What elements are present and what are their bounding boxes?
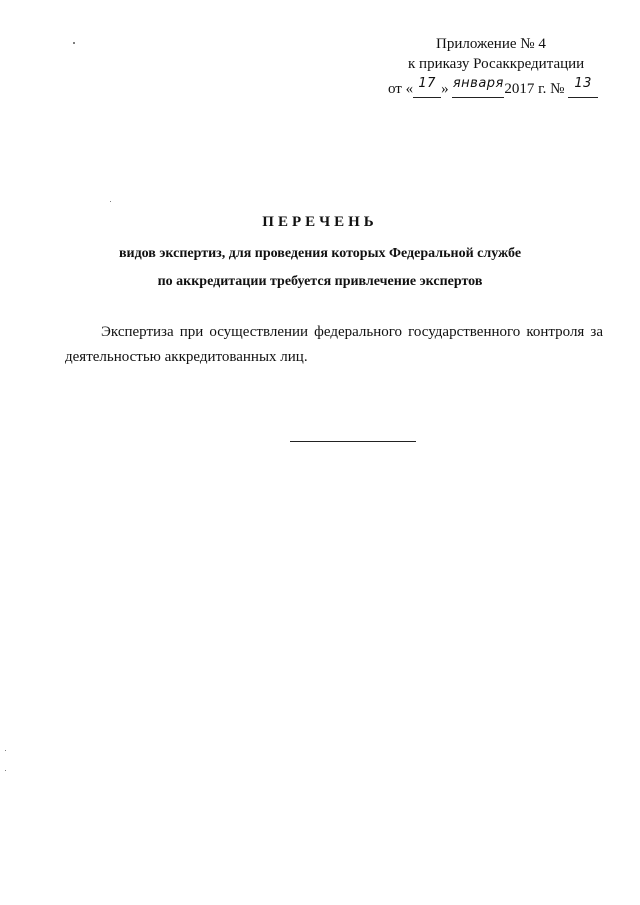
handwritten-day: 17 — [418, 76, 436, 91]
day-field — [413, 76, 441, 98]
handwritten-number: 13 — [574, 76, 592, 91]
month-field — [452, 76, 504, 98]
appendix-number: Приложение № 4 — [436, 36, 546, 52]
scan-speck — [5, 750, 6, 751]
scan-speck — [5, 770, 6, 771]
handwritten-month: января — [452, 76, 504, 91]
document-subtitle-line2: по аккредитации требуется привлечение экспертов — [157, 274, 483, 289]
scan-speck — [110, 201, 111, 202]
year-and-number-label: 2017 г. № — [504, 81, 565, 97]
quote-close: » — [441, 81, 449, 97]
number-field — [568, 76, 598, 98]
document-subtitle-line1: видов экспертиз, для проведения которых Федеральной службе — [118, 246, 522, 261]
document-title: ПЕРЕЧЕНЬ — [262, 214, 378, 230]
closing-separator-line — [290, 441, 416, 442]
order-reference: к приказу Росаккредитации — [408, 56, 585, 72]
body-paragraph: Экспертиза при осуществлении федерального государственного контроля за деятельностью аккредитованных лиц. — [65, 324, 603, 365]
scan-speck — [73, 42, 75, 44]
date-prefix: от « — [388, 81, 414, 97]
order-date-line — [388, 76, 598, 99]
